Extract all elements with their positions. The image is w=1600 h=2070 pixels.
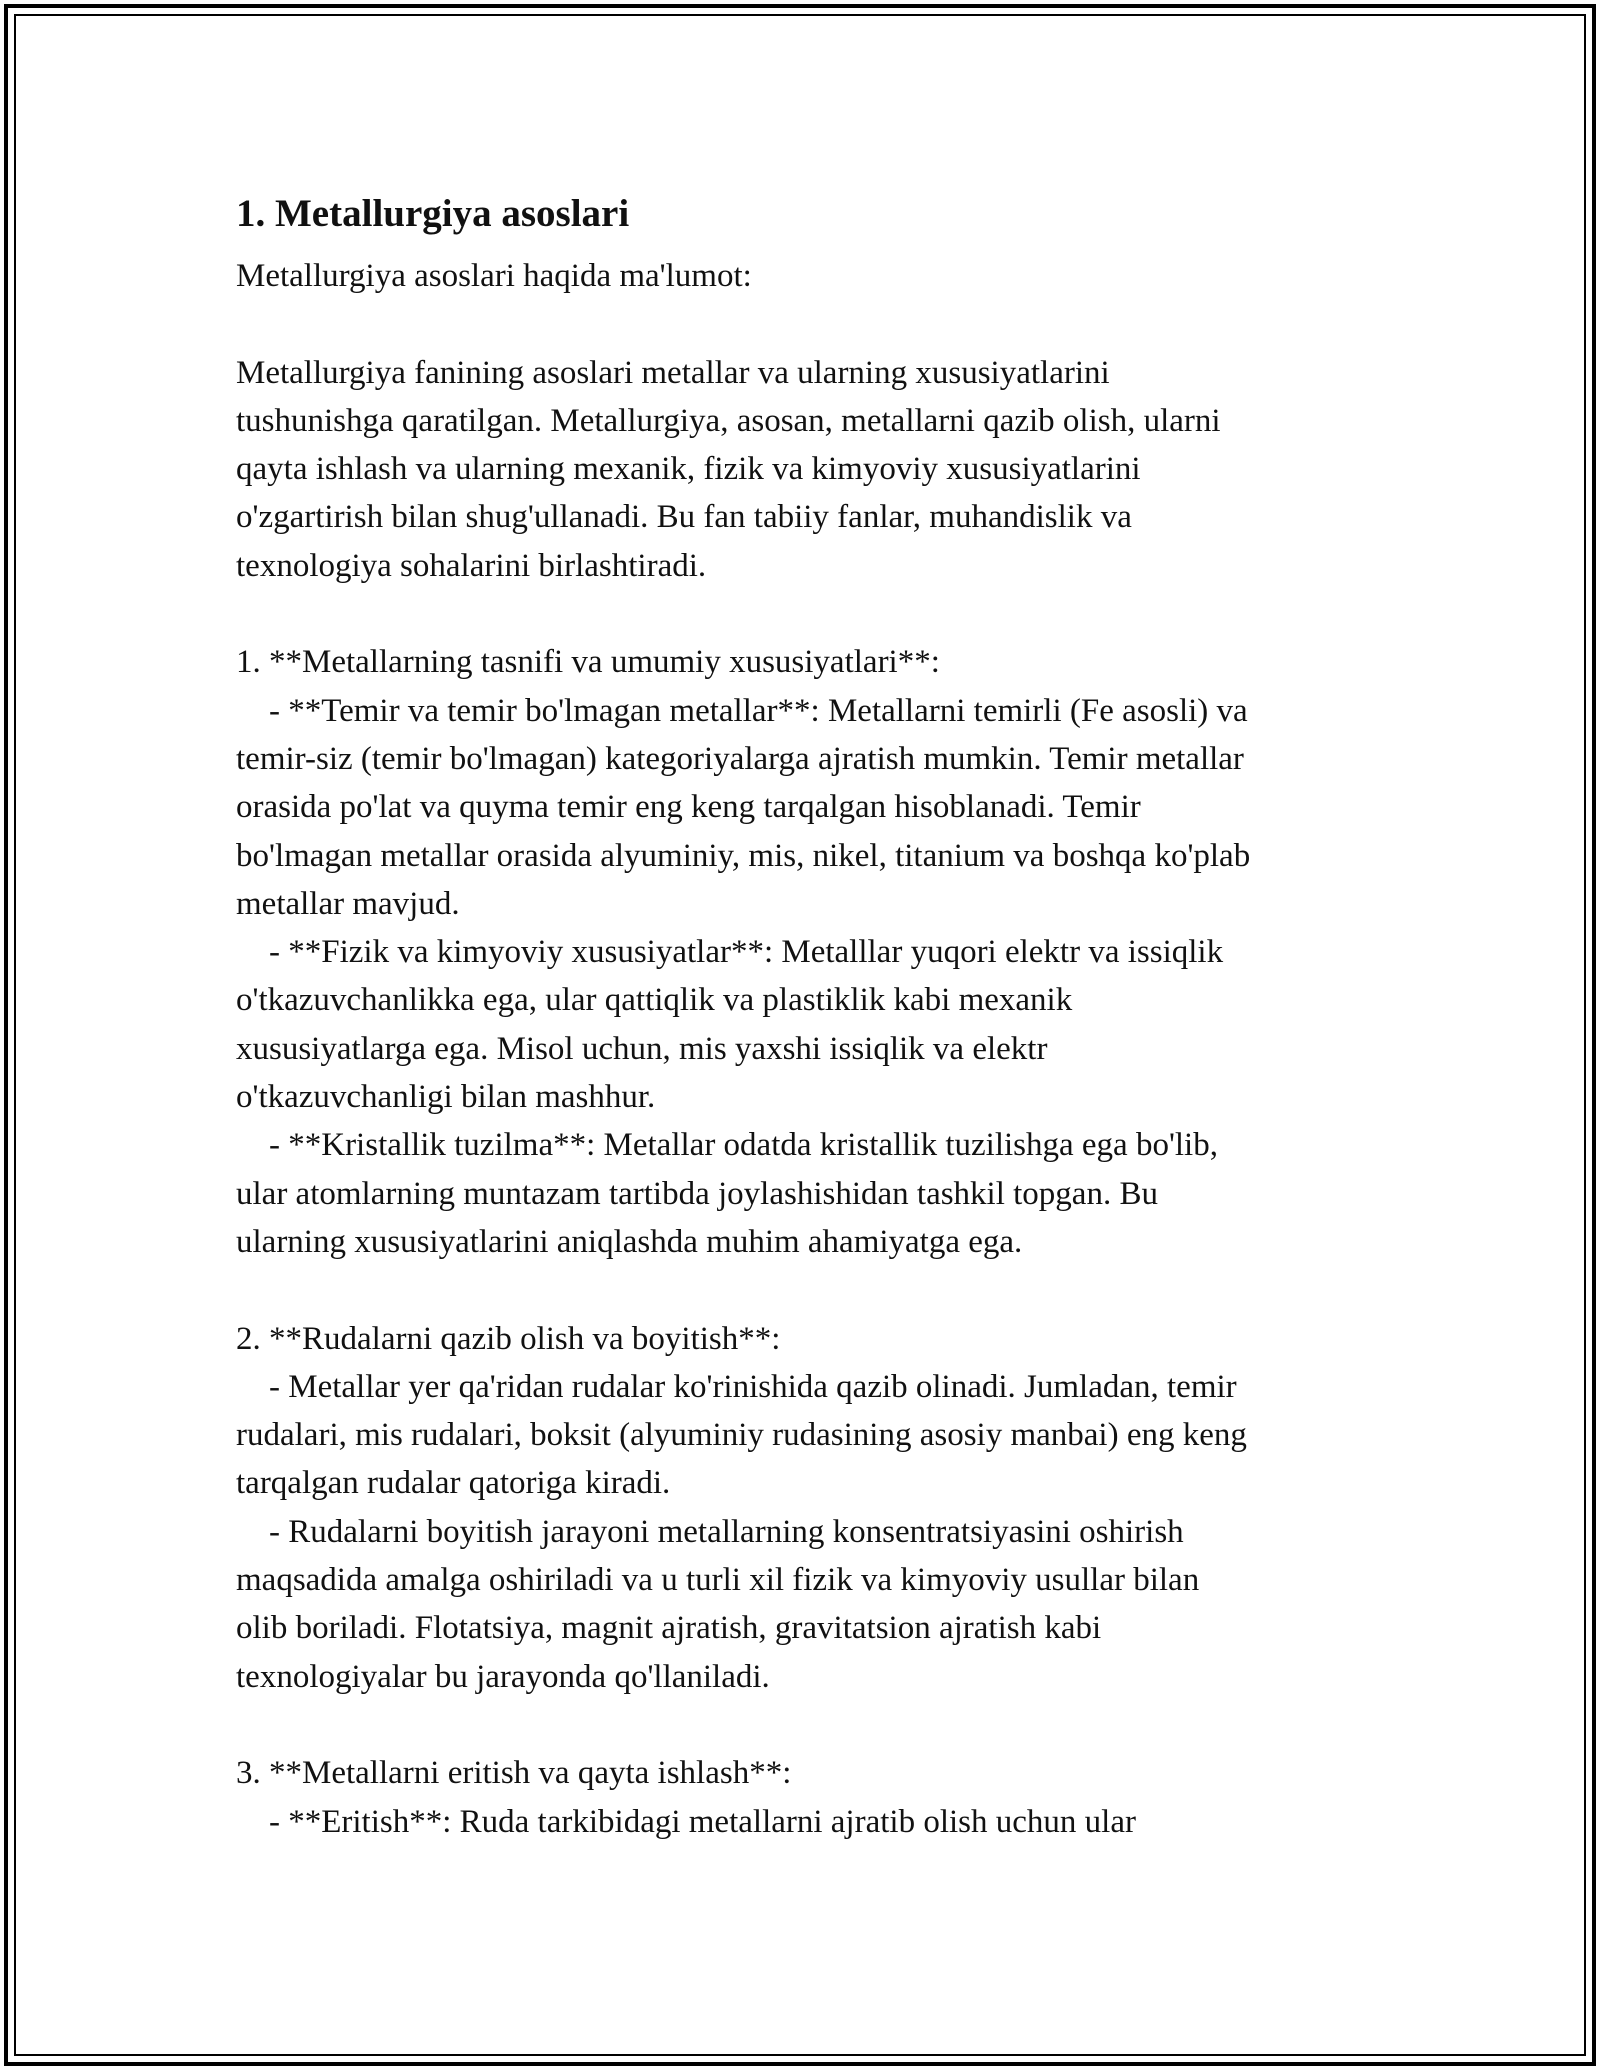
blank-line (236, 1266, 1376, 1314)
text-line: qayta ishlash va ularning mexanik, fizik va kimyoviy xususiyatlarini (236, 451, 1141, 488)
text-line: - **Temir va temir bo'lmagan metallar**: Metallarni temirli (Fe asosli) va (236, 692, 1248, 729)
blank-line (236, 1701, 1376, 1749)
section-classification (236, 638, 1376, 1266)
text-line: olib boriladi. Flotatsiya, magnit ajratish, gravitatsion ajratish kabi (236, 1610, 1102, 1647)
list-item-heading: 2. **Rudalarni qazib olish va boyitish**: (236, 1320, 781, 1357)
list-item-heading: 3. **Metallarni eritish va qayta ishlash**: (236, 1755, 792, 1792)
text-line: maqsadida amalga oshiriladi va u turli xil fizik va kimyoviy usullar bilan (236, 1562, 1200, 1599)
section-smelting (236, 1749, 1376, 1846)
text-line: Metallurgiya fanining asoslari metallar va ularning xususiyatlarini (236, 354, 1110, 391)
text-line: ularning xususiyatlarini aniqlashda muhim ahamiyatga ega. (236, 1223, 1023, 1260)
text-line: tushunishga qaratilgan. Metallurgiya, asosan, metallarni qazib olish, ularni (236, 402, 1221, 439)
intro-text: Metallurgiya asoslari haqida ma'lumot: (236, 258, 752, 294)
text-line: - **Fizik va kimyoviy xususiyatlar**: Metalllar yuqori elektr va issiqlik (236, 934, 1224, 971)
text-line: temir-siz (temir bo'lmagan) kategoriyalarga ajratish mumkin. Temir metallar (236, 740, 1244, 777)
document-body (236, 184, 1376, 1846)
text-line: o'zgartirish bilan shug'ullanadi. Bu fan tabiiy fanlar, muhandislik va (236, 499, 1132, 536)
text-line: orasida po'lat va quyma temir eng keng tarqalgan hisoblanadi. Temir (236, 789, 1141, 826)
text-line: metallar mavjud. (236, 885, 460, 922)
list-item-heading: 1. **Metallarning tasnifi va umumiy xususiyatlari**: (236, 644, 940, 681)
paragraph-overview (236, 349, 1376, 590)
text-line: rudalari, mis rudalari, boksit (alyuminiy rudasining asosiy manbai) eng keng (236, 1417, 1247, 1454)
section-heading: 1. Metallurgiya asoslari (236, 192, 630, 235)
text-line: xususiyatlarga ega. Misol uchun, mis yaxshi issiqlik va elektr (236, 1030, 1048, 1067)
text-line: texnologiyalar bu jarayonda qo'llaniladi. (236, 1658, 770, 1695)
text-line: ular atomlarning muntazam tartibda joylashishidan tashkil topgan. Bu (236, 1175, 1158, 1212)
text-line: texnologiya sohalarini birlashtiradi. (236, 547, 707, 584)
section-ores (236, 1315, 1376, 1701)
text-line: - Metallar yer qa'ridan rudalar ko'rinishida qazib olinadi. Jumladan, temir (236, 1368, 1237, 1405)
text-line: o'tkazuvchanligi bilan mashhur. (236, 1079, 656, 1116)
blank-line (236, 590, 1376, 638)
blank-line (236, 300, 1376, 348)
text-line: tarqalgan rudalar qatoriga kiradi. (236, 1465, 671, 1502)
text-line: - **Kristallik tuzilma**: Metallar odatda kristallik tuzilishga ega bo'lib, (236, 1127, 1218, 1164)
text-line: o'tkazuvchanlikka ega, ular qattiqlik va plastiklik kabi mexanik (236, 982, 1073, 1019)
text-line: - Rudalarni boyitish jarayoni metallarning konsentratsiyasini oshirish (236, 1513, 1184, 1550)
text-line: - **Eritish**: Ruda tarkibidagi metallarni ajratib olish uchun ular (236, 1803, 1136, 1840)
text-line: bo'lmagan metallar orasida alyuminiy, mis, nikel, titanium va boshqa ko'plab (236, 837, 1251, 874)
